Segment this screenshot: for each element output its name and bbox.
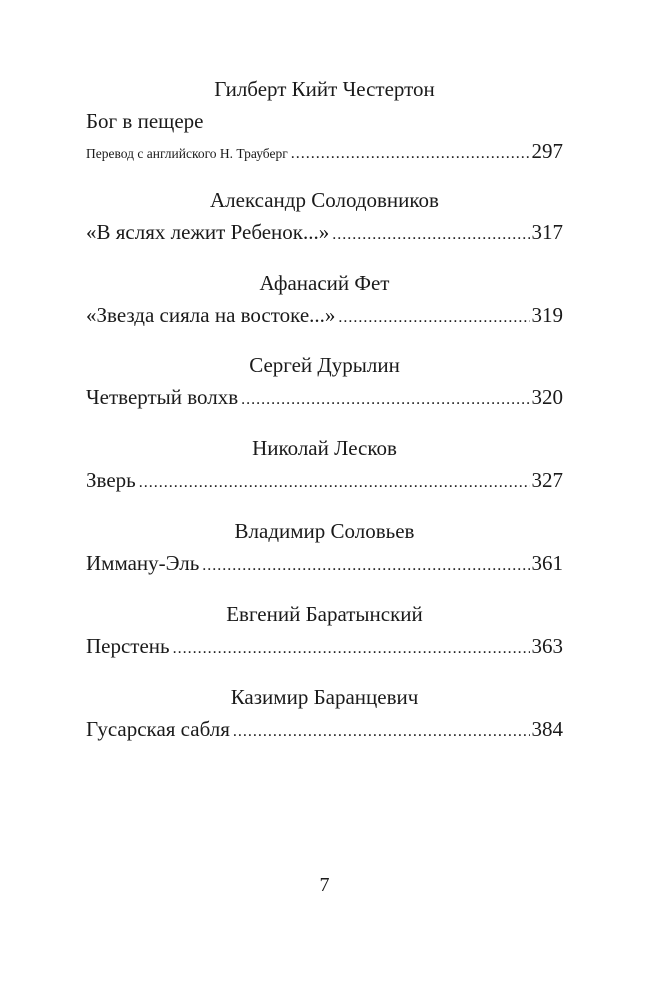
entry-author: Николай Лесков [252,436,397,460]
dot-leader [338,305,529,331]
entry-title: «Звезда сияла на востоке...» [86,303,336,327]
dot-leader [291,141,530,167]
dot-leader [332,222,529,248]
toc-entry [86,352,563,413]
toc-line[interactable] [86,467,563,496]
entry-author: Афанасий Фет [259,271,390,295]
entry-page-number: 361 [531,551,563,575]
entry-page-number: 317 [531,220,563,244]
entry-page-number: 297 [531,139,563,163]
toc-line[interactable] [86,219,563,248]
dot-leader [202,553,529,579]
toc-line[interactable] [86,384,563,413]
entry-page-number: 319 [531,303,563,327]
entry-author: Евгений Баратынский [226,602,423,626]
entry-page-number: 363 [531,634,563,658]
entry-author: Александр Солодовников [210,188,439,212]
entry-author: Владимир Соловьев [234,519,415,543]
entry-author: Сергей Дурылин [249,353,400,377]
entry-subtitle: Перевод с английского Н. Трауберг [86,146,288,161]
toc-entry [86,76,563,167]
dot-leader [139,470,530,496]
toc-line[interactable] [86,550,563,579]
toc-line[interactable] [86,716,563,745]
entry-page-number: 384 [531,717,563,741]
page-number: 7 [319,874,330,896]
entry-title: Зверь [86,468,136,492]
entry-title: «В яслях лежит Ребенок...» [86,220,330,244]
entry-author: Гилберт Кийт Честертон [214,77,435,101]
toc-entry [86,518,563,579]
entry-page-number: 327 [531,468,563,492]
entry-title: Имману-Эль [86,551,200,575]
toc-entry [86,187,563,248]
dot-leader [173,636,530,662]
dot-leader [241,387,529,413]
entry-author: Казимир Баранцевич [230,685,419,709]
toc-entry [86,435,563,496]
toc-line[interactable] [86,633,563,662]
toc-entry [86,684,563,745]
dot-leader [233,719,530,745]
entry-title: Гусарская сабля [86,717,230,741]
toc-entry [86,601,563,662]
toc-line[interactable] [86,138,563,167]
entry-title: Бог в пещере [86,109,204,133]
entry-title: Четвертый волхв [86,385,239,409]
entry-title: Перстень [86,634,170,658]
table-of-contents-page [86,0,563,1000]
toc-entry [86,270,563,331]
toc-line[interactable] [86,302,563,331]
entry-page-number: 320 [531,385,563,409]
